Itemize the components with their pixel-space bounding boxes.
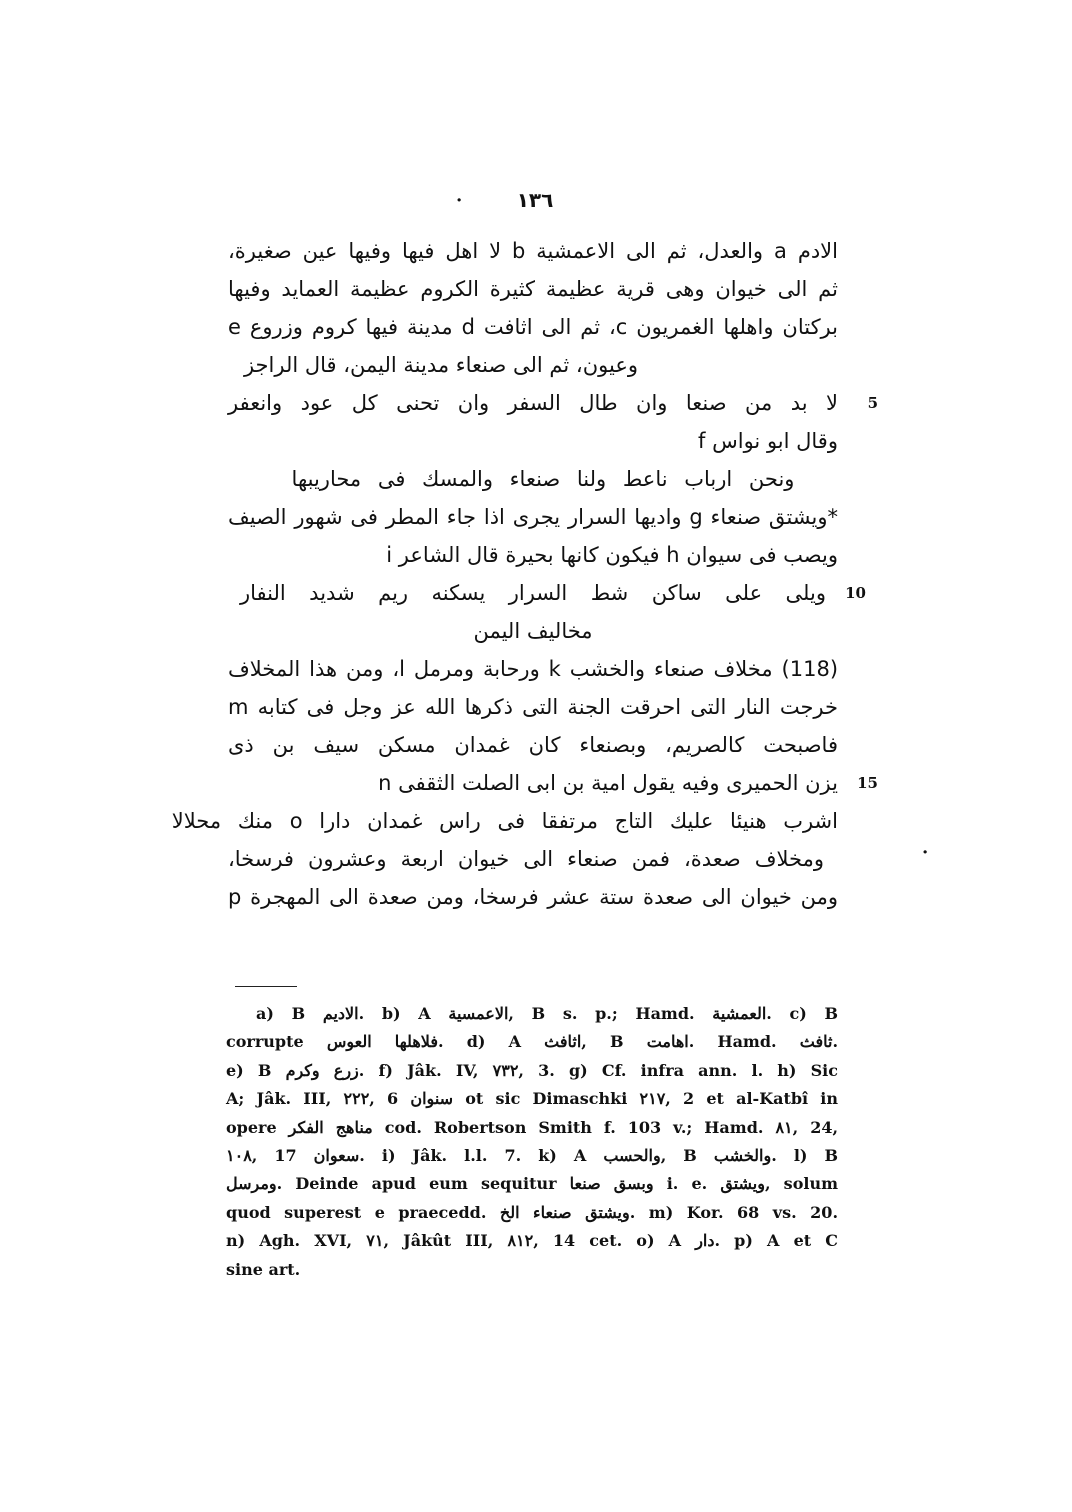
verse-line: اشرب هنيئا عليك التاج مرتفقا فى راس غمدان دارا o منك محلالا — [171, 809, 838, 833]
footnotes — [226, 1000, 838, 1284]
text-line: *ويشتق صنعاء g واديها السرار يجرى اذا جاء المطر فى شهور الصيف — [228, 505, 838, 529]
text-line: ويصب فى سيوان h فيكون كانها بحيرة قال الشاعر i — [386, 543, 838, 567]
footnote-line: e) B زرع وكرم. f) Jâk. IV, ٧٣٢, 3. g) Cf. infra ann. l. h) Sic — [226, 1060, 839, 1080]
page-number: ١٣٦ — [516, 188, 554, 212]
footnote-rule — [235, 986, 297, 987]
footnote-line: opere مناهج الفكر cod. Robertson Smith f. 103 v.; Hamd. ٨١, 24, — [226, 1117, 839, 1137]
footnote-line: ١٠٨, 17 سعوان. i) Jâk. l.l. 7. k) A والحسب, B والخشب. l) B — [226, 1145, 839, 1165]
line-number: 15 — [857, 774, 878, 792]
footnote-line: sine art. — [226, 1259, 301, 1279]
text-line: الادم a والعدل، ثم الى الاعمشية b لا اهل فيها وفيها عين صغيرة، — [228, 239, 838, 263]
footnote-line: corrupte فلاهلها العوس. d) A اثافث, B اهامت. Hamd. ثافث. — [226, 1032, 839, 1052]
footnote-line: a) B الاديم. b) A الاعمسية, B s. p.; Hamd. العمشية. c) B — [256, 1004, 839, 1023]
verse-line: ونحن ارباب ناعط ولنا صنعاء والمسك فى محاريبها — [291, 467, 795, 491]
main-text — [171, 232, 878, 916]
section-heading: مخاليف اليمن — [473, 619, 593, 643]
footnote-line: A; Jâk. III, ٢٢٢, 6 سنوان ot sic Dimaschki ٢١٧, 2 et al-Katbî in — [226, 1089, 839, 1109]
text-line: (118) مخلاف صنعاء والخشب k ورحابة ومرمل l، ومن هذا المخلاف — [228, 657, 839, 681]
dot-mark: · — [456, 190, 463, 211]
footnote-line: ومرسل. Deinde apud eum sequitur وبسق صنعا i. e. ويشتق, solum — [226, 1174, 838, 1194]
text-line: بركتان واهلها الغمريون c، ثم الى اثافت d مدينة فيها كروم وزروع e — [228, 315, 838, 339]
text-line: خرجت النار التى احرقت الجنة التى ذكرها الله عز وجل فى كتابه m — [228, 695, 838, 719]
text-line: وعيون، ثم الى صنعاء مدينة اليمن، قال الراجز — [243, 353, 638, 377]
footnote-line: quod superest e praecedd. ويشتق صنعاء الخ. m) Kor. 68 vs. 20. — [226, 1202, 839, 1222]
text-line: ثم الى خيوان وهى قرية عظيمة كثيرة الكروم عظيمة العمايد وفيها — [228, 277, 838, 301]
line-number: 5 — [867, 394, 878, 412]
text-line: ومن خيوان الى صعدة ستة عشر فرسخا، ومن صعدة الى المهجرة p — [228, 885, 838, 909]
verse-line: ويلى على ساكن شط السرار يسكنه ريم شديد النفار 10 — [228, 574, 838, 612]
text-line: وقال ابو نواس f — [698, 429, 838, 453]
footnote-line: n) Agh. XVI, ٧١, Jâkût III, ٨١٢, 14 cet. o) A دار. p) A et C — [226, 1231, 838, 1251]
text-line: فاصبحت كالصريم، وبصنعاء كان غمدان مسكن سيف بن ذى — [228, 733, 838, 757]
text-line: ومخلاف صعدة، فمن صنعاء الى خيوان اربعة وعشرون فرسخا، — [228, 847, 824, 871]
dot-mark: · — [922, 842, 929, 863]
text-line: يزن الحميرى وفيه يقول امية بن ابى الصلت الثقفى n 15 — [228, 764, 838, 802]
line-number: 10 — [845, 584, 866, 602]
verse-line: لا بد من صنعا وان طال السفر وان تحنى كل عود وانعفر 5 — [228, 384, 838, 422]
